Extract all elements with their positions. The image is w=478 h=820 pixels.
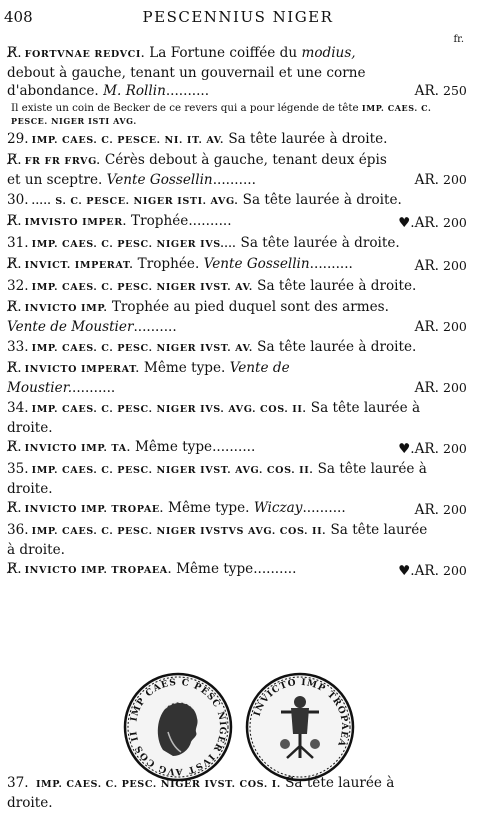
obverse-legend-text: IMP. CAES. C. PESC. NIGER IVST. AV. [31,282,253,293]
italic-term: modius, [301,45,356,61]
obverse-entry [7,234,439,254]
reverse-description-cont: debout à gauche, tenant un gouvernail et une corne d'abondance. [7,65,366,99]
reverse-mark: R̸. [7,500,22,516]
reverse-entry: R̸. INVICTO IMP. Trophée au pied duquel sont des armes. Vente de Moustier.......... AR. 200 [7,299,467,335]
note-legend: IMP. CAES. C. PESCE. NIGER ISTI AVG. [11,103,432,126]
obverse-legend-text: IMP. CAES. C. PESC. NIGER IVS. AVG. COS. II. [31,404,307,415]
obverse-legend: IMP CAES C PESC NIGER IVST AVG COS II [129,677,228,777]
reverse-description: Même type. [143,360,226,376]
obverse-description: Sa tête laurée à droite. [228,131,388,147]
price-francs: 200 [443,258,467,273]
obverse-entry [7,191,439,211]
reverse-description: Trophée [131,213,189,229]
coin-obverse-image [123,672,233,782]
metal-code: AR. [414,319,439,335]
obverse-legend-text: IMP. CAES. C. PESC. NIGER IVST. AV. [31,343,253,354]
reverse-mark: R̸. [7,439,22,455]
metal-code: AR. [414,83,439,99]
reverse-description: Trophée au pied duquel sont des armes. [111,299,389,315]
reverse-legend-text: INVICTO IMPERAT. [24,364,140,375]
reverse-description: Trophée. [137,256,200,272]
page-number: 408 [4,8,33,26]
obverse-description: Sa tête laurée à droite. [257,278,417,294]
editor-note [7,102,439,128]
currency-unit: fr. [453,34,464,45]
obverse-legend-text: IMP. CAES. C. PESC. NIGER IVS.... [31,239,237,250]
reverse-entry: R̸. INVICTO IMPERAT. Même type. Vente de Moustier........... AR. 200 [7,360,467,396]
obverse-legend-text: IMP. CAES. C. PESC. NIGER IVST. AVG. COS. II. [31,465,314,476]
reverse-legend-text: INVICT. IMPERAT. [24,260,134,271]
obverse-description: Sa tête laurée à droite. [257,339,417,355]
entry-list [7,44,467,582]
price-francs: 200 [443,319,467,334]
price-francs: 200 [443,563,467,578]
reverse-mark: R̸. [7,213,22,229]
reverse-entry: R̸. INVICT. IMPERAT. Trophée. Vente Gossellin.......... AR. 200 [7,256,467,274]
reverse-legend-text: FR FR FRVG. [24,156,101,167]
sale-source: Vente Gossellin [203,256,310,272]
reverse-legend-text: INVICTO IMP. TROPAEA. [24,565,172,576]
sale-source: Vente de Moustier [7,319,134,335]
obverse-legend-text: IMP. CAES. C. PESC. NIGER IVSTVS AVG. COS. II. [31,526,327,537]
entry-number: 33. [7,339,29,355]
reverse-legend-text: INVICTO IMP. [24,303,108,314]
reverse-mark: R̸. [7,45,22,61]
obverse-entry [7,130,439,150]
entry-number: 31. [7,235,29,251]
reverse-entry: R̸. INVICTO IMP. TROPAEA. Même type.......... ♥.AR. 200 [7,561,467,579]
obverse-entry [7,399,439,437]
entry-number: 36. [7,522,29,538]
price-francs: 200 [443,380,467,395]
entry-number: 35. [7,461,29,477]
price-francs: 200 [443,441,467,456]
reverse-mark: R̸. [7,299,22,315]
reverse-legend-text: IMVISTO IMPER. [24,217,127,228]
reverse-description: Cérès debout à gauche, tenant deux épis et un sceptre. [7,152,387,188]
sale-source: Vente de Moustier. [7,360,290,396]
reverse-description: La Fortune coiffée du [149,45,298,61]
obverse-description: Sa tête laurée à droite. [240,235,400,251]
metal-code: ♥.AR. [398,441,439,457]
reverse-legend-text: FORTVNAE REDVCI. [24,49,145,60]
page-title: PESCENNIUS NIGER [142,8,334,26]
reverse-mark: R̸. [7,360,22,376]
reverse-mark: R̸. [7,152,22,168]
obverse-legend-text: IMP. CAES. C. PESC. NIGER IVST. COS. I. [35,779,281,790]
reverse-description: Même type [134,439,213,455]
obverse-entry [7,460,439,498]
price-francs: 200 [443,172,467,187]
obverse-description: Sa tête laurée à droite. [7,400,421,436]
obverse-entry [7,277,439,297]
reverse-description: Même type [176,561,254,577]
note-text: Il existe un coin de Becker de ce revers qui a pour légende de tête [11,102,359,114]
sale-source: Vente Gossellin [106,172,213,188]
obverse-description: Sa tête laurée à droite. [7,775,395,811]
reverse-description: Même type. [168,500,250,516]
obverse-entry [7,338,439,358]
obverse-description: Sa tête laurée à droite. [7,522,428,558]
entry-number: 34. [7,400,29,416]
coin-illustrations [0,672,478,782]
entry-number: 32. [7,278,29,294]
entry-number: 37. [7,775,29,791]
running-header [4,8,472,30]
obverse-description: Sa tête laurée à droite. [7,461,427,497]
metal-code: AR. [414,502,439,518]
metal-code: AR. [414,380,439,396]
entry-number: 29. [7,131,29,147]
reverse-entry: R̸. IMVISTO IMPER. Trophée.......... ♥.AR. 200 [7,213,467,231]
reverse-legend: INVICTO IMP TROPAEA [252,677,350,749]
obverse-legend-text: IMP. CAES. C. PESCE. NI. IT. AV. [31,135,224,146]
reverse-entry: R̸. INVICTO IMP. TA. Même type.......... ♥.AR. 200 [7,439,467,457]
reverse-mark: R̸. [7,256,22,272]
obverse-description: Sa tête laurée à droite. [242,192,402,208]
metal-code: AR. [414,258,439,274]
obverse-entry [7,521,439,559]
obverse-legend-text: ..... S. C. PESCE. NIGER ISTI. AVG. [31,196,239,207]
metal-code: AR. [414,172,439,188]
metal-code: ♥.AR. [398,563,439,579]
reverse-entry: R̸. FORTVNAE REDVCI. La Fortune coiffée du modius, debout à gauche, tenant un gouvernail et une corne d'abondance. M. Rollin.......... AR. 250 [7,45,467,99]
reverse-entry: R̸. INVICTO IMP. TROPAE. Même type. Wiczay.......... AR. 200 [7,500,467,518]
coin-reverse-image [245,672,355,782]
reverse-mark: R̸. [7,561,22,577]
sale-source: M. Rollin [103,83,166,99]
reverse-legend-text: INVICTO IMP. TA. [24,443,131,454]
sale-source: Wiczay [253,500,303,516]
entry-number: 30. [7,192,29,208]
metal-code: ♥.AR. [398,215,439,231]
reverse-legend-text: INVICTO IMP. TROPAE. [24,504,164,515]
price-francs: 250 [443,83,467,98]
price-francs: 200 [443,215,467,230]
price-francs: 200 [443,502,467,517]
entry-37 [7,774,439,812]
reverse-entry: R̸. FR FR FRVG. Cérès debout à gauche, tenant deux épis et un sceptre. Vente Gossellin.......... AR. 200 [7,152,467,188]
